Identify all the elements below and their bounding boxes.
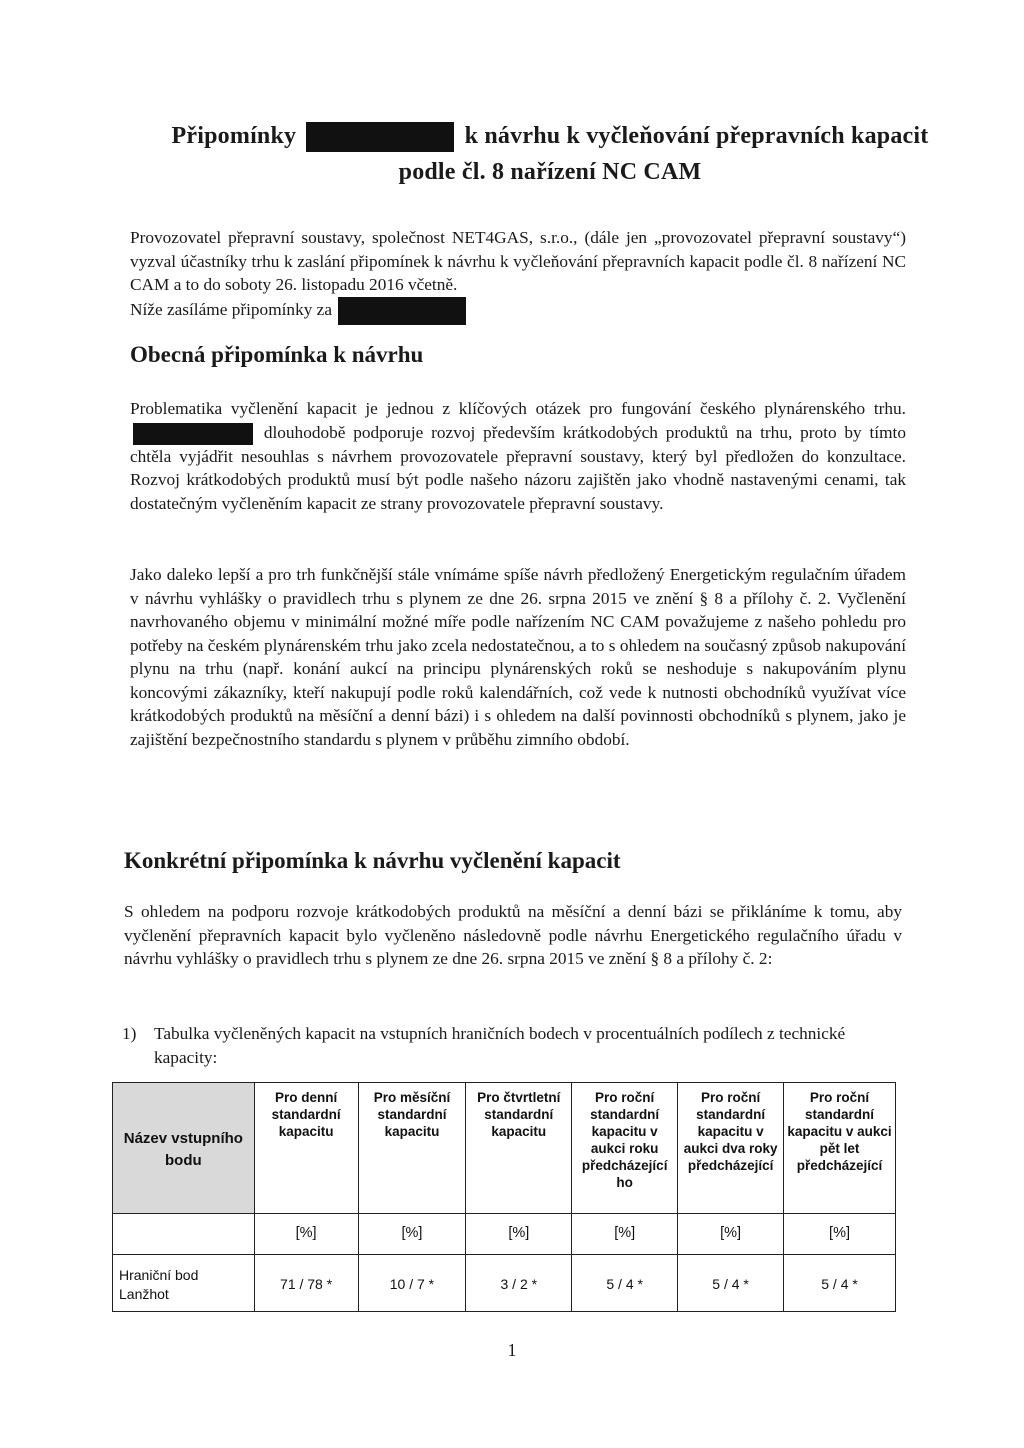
intro-text: Provozovatel přepravní soustavy, společnost NET4GAS, s.r.o., (dále jen „provozovatel přepravní soustavy“) vyzval účastníky trhu k zaslání připomínek k návrhu k vyčleňování přepravních kapacit podle čl. 8 nařízení NC CAM a to do soboty 26. listopadu 2016 včetně.: [130, 228, 906, 294]
intro-paragraph: [130, 226, 906, 325]
table-unit-cell: [%]: [254, 1213, 358, 1254]
table-unit-cell: [%]: [784, 1213, 896, 1254]
general-paragraph-1: [130, 397, 906, 515]
document-title: [120, 118, 980, 190]
table-cell-empty: [113, 1213, 255, 1254]
table-header: Pro denní standardní kapacitu: [254, 1083, 358, 1214]
redacted-block: [338, 297, 466, 325]
table-unit-row: [113, 1213, 896, 1254]
title-line2: podle čl. 8 nařízení NC CAM: [398, 159, 702, 185]
section-heading-general: Obecná připomínka k návrhu: [130, 342, 424, 367]
general-p2-text: Jako daleko lepší a pro trh funkčnější stále vnímáme spíše návrh předložený Energetickým regulačním úřadem v návrhu vyhlášky o pravidlech trhu s plynem ze dne 26. srpna 2015 ve znění § 8 a přílohy č. 2. Vyčlenění navrhovaného objemu v minimální možné míře podle nařízením NC CAM považujeme z našeho pohledu pro potřeby na českém plynárenském trhu jako zcela nedostatečnou, a to s ohledem na současný způsob nakupování plynu na trhu (např. konání aukcí na principu plynárenských roků se neshoduje s nakupováním plynu koncovými zákazníky, kteří nakupují podle roků kalendářních, což vede k nutnosti obchodníků využívat více krátkodobých produktů na měsíční a denní bázi) i s ohledem na další povinnosti obchodníků s plynem, jako je zajištění bezpečnostního standardu s plynem v průběhu zimního období.: [130, 565, 906, 749]
table-header-name: Název vstupního bodu: [113, 1083, 255, 1214]
page-number: 1: [507, 1340, 517, 1360]
table-cell: 10 / 7 *: [358, 1254, 466, 1311]
intro-text-2: Níže zasíláme připomínky za: [130, 299, 333, 319]
table-header: Pro roční standardní kapacitu v aukci roku předcházející ho: [572, 1083, 678, 1214]
table-row: [113, 1254, 896, 1311]
table-header: Pro čtvrtletní standardní kapacitu: [466, 1083, 572, 1214]
table-cell: 5 / 4 *: [572, 1254, 678, 1311]
list-item-number: 1): [122, 1024, 137, 1043]
table-header-row: [113, 1083, 896, 1214]
table-cell: 71 / 78 *: [254, 1254, 358, 1311]
table-header: Pro roční standardní kapacitu v aukci pět let předcházející: [784, 1083, 896, 1214]
list-item-text: Tabulka vyčleněných kapacit na vstupních hraničních bodech v procentuálních podílech z technické kapacity:: [154, 1024, 846, 1067]
specific-p1-text: S ohledem na podporu rozvoje krátkodobých produktů na měsíční a denní bázi se přikláníme k tomu, aby vyčlenění přepravních kapacit bylo vyčleněno následovně podle návrhu Energetického regulačního úřadu v návrhu vyhlášky o pravidlech trhu s plynem ze dne 26. srpna 2015 ve znění § 8 a přílohy č. 2:: [124, 902, 902, 968]
general-p1-start: Problematika vyčlenění kapacit je jednou z klíčových otázek pro fungování českého plynárenského trhu.: [130, 399, 906, 418]
table-unit-cell: [%]: [358, 1213, 466, 1254]
table-unit-cell: [%]: [466, 1213, 572, 1254]
general-p1-rest: dlouhodobě podporuje rozvoj především krátkodobých produktů na trhu, proto by tímto chtěla vyjádřit nesouhlas s návrhem provozovatele přepravní soustavy, který byl předložen do konzultace. Rozvoj krátkodobých produktů musí být podle našeho názoru zajištěn jako vhodně nastavenými cenami, tak dostatečným vyčleněním kapacit ze strany provozovatele přepravní soustavy.: [130, 422, 906, 513]
table-header: Pro roční standardní kapacitu v aukci dva roky předcházející: [678, 1083, 784, 1214]
title-suffix: k návrhu k vyčleňování přepravních kapacit: [464, 123, 929, 149]
table-header: Pro měsíční standardní kapacitu: [358, 1083, 466, 1214]
capacity-table: [112, 1082, 896, 1312]
table-cell: 5 / 4 *: [678, 1254, 784, 1311]
table-cell: 5 / 4 *: [784, 1254, 896, 1311]
redacted-block: [306, 122, 454, 152]
general-paragraph-2: [130, 563, 906, 751]
table-cell: 3 / 2 *: [466, 1254, 572, 1311]
redacted-block: [133, 423, 253, 445]
title-prefix: Připomínky: [171, 123, 297, 149]
specific-paragraph: [124, 900, 902, 971]
table-unit-cell: [%]: [678, 1213, 784, 1254]
section-heading-specific: Konkrétní připomínka k návrhu vyčlenění kapacit: [124, 848, 621, 873]
table-row-name: Hraniční bod Lanžhot: [113, 1254, 255, 1311]
table-unit-cell: [%]: [572, 1213, 678, 1254]
